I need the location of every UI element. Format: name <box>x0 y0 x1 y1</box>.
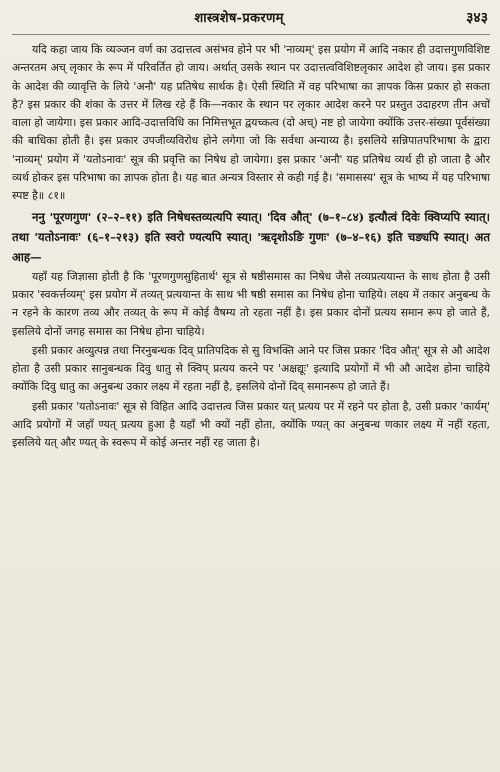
running-title: शास्त्रशेष-प्रकरणम् <box>194 11 284 26</box>
page-body <box>12 41 490 453</box>
paragraph-sanskrit-text: ननु 'पूरणगुण' (२–२–११) इति निषेधस्तव्यत्यपि स्यात्। 'दिव औत्' (७–१–८४) इत्यौत्वं दिवेः क्विप्यपि स्यात्। तथा 'यतोऽनावः' (६–१–२१३) इति स्वरो ण्यत्यपि स्यात्। 'ऋदृशोऽङि गुणः' (७–४–१६) इति चङ्यपि स्यात्। अत आह— <box>12 209 490 264</box>
paragraph-explanation-2: यहाँ यह जिज्ञासा होती है कि 'पूरणगुणसुहितार्थ' सूत्र से षष्ठीसमास का निषेध जैसे तव्यप्रत्ययान्त के साथ होता है उसी प्रकार 'स्वकर्त्तव्यम्' इस प्रयोग में तव्यत् प्रत्ययान्त के साथ भी षष्ठी समास का निषेध होना चाहिये। लक्ष्य में तकार अनुबन्ध के न रहने के कारण तव्य और तव्यत् के रूप में कोई वैषम्य तो रहता नहीं है। इस प्रकार दोनों प्रत्यय समान रूप हो जाते हैं, इसलिये दोनों जगह समास का निषेध होना चाहिये। <box>12 269 490 338</box>
paragraph-explanation-3: इसी प्रकार अव्युत्पन्न तथा निरनुबन्धक दिव् प्रातिपदिक से सु विभक्ति आने पर जिस प्रकार 'दिव औत्' सूत्र से औ आदेश होता है उसी प्रकार सानुबन्धक दिवु धातु से क्विप् प्रत्यय करने पर 'अक्षद्यूः' इत्यादि प्रयोगों में भी औ आदेश होना चाहिये क्योंकि दिवु धातु का अनुबन्ध उकार लक्ष्य में रहता नहीं है, इसलिये दोनों दिव् समानरूप हो जाते हैं। <box>12 343 490 394</box>
page-header <box>12 8 490 35</box>
paragraph-explanation-4: इसी प्रकार 'यतोऽनावः' सूत्र से विहित आदि उदात्तत्व जिस प्रकार यत् प्रत्यय पर में रहने पर होता है, उसी प्रकार 'कार्यम्' आदि प्रयोगों में जहाँ ण्यत् प्रत्यय हुआ है यहाँ भी क्यों नहीं होता, क्योंकि ण्यत् का अनुबन्ध णकार लक्ष्य में नहीं रहता, इसलिये यत् और ण्यत् के स्वरूप में कोई अन्तर नहीं रह जाता है। <box>12 399 490 450</box>
page-number: ३४३ <box>466 10 488 26</box>
paragraph-explanation-1: यदि कहा जाय कि व्यञ्जन वर्ण का उदात्तत्व असंभव होने पर भी 'नाव्यम्' इस प्रयोग में आदि नकार ही उदात्तगुणविशिष्ट अन्तरतम अच् लृकार के रूप में परिवर्तित हो जाय। अर्थात् उसके स्थान पर उदात्तत्वविशिष्टलृकार आदेश हो जाय। इस प्रकार के आदेश की व्यावृत्ति के लिये 'अनौ' यह प्रतिषेध सार्थक है। ऐसी स्थिति में वह परिभाषा का ज्ञापक किस प्रकार हो सकता है? इस प्रकार की शंका के उत्तर में लिख रहे हैं कि—नकार के स्थान पर लृकार आदेश करने पर प्रस्तुत उदाहरण तीन अचों वाला हो जायेगा। इस प्रकार आदि-उदात्तविधि का निमित्तभूत द्वयच्कत्व (दो अच्) नष्ट हो जायेगा क्योंकि उत्तर-संख्या पूर्वसंख्या की बाधिका होती है। इस प्रकार उपजीव्यविरोध होने लगेगा जो कि सर्वथा अन्याय्य है। इसलिये सन्निपातपरिभाषा के द्वारा 'नाव्यम्' प्रयोग में 'यतोऽनावः' सूत्र की प्रवृत्ति का निषेध हो जायेगा। इस प्रकार 'अनौ' यह प्रतिषेध व्यर्थ ही हो जाता है और व्यर्थ होकर इस परिभाषा का ज्ञापक होता है। यह बात अन्यत्र विस्तार से कही गई है। 'समासस्य' सूत्र के भाष्य में यह परिभाषा स्पष्ट है॥ ८१॥ <box>12 43 490 203</box>
